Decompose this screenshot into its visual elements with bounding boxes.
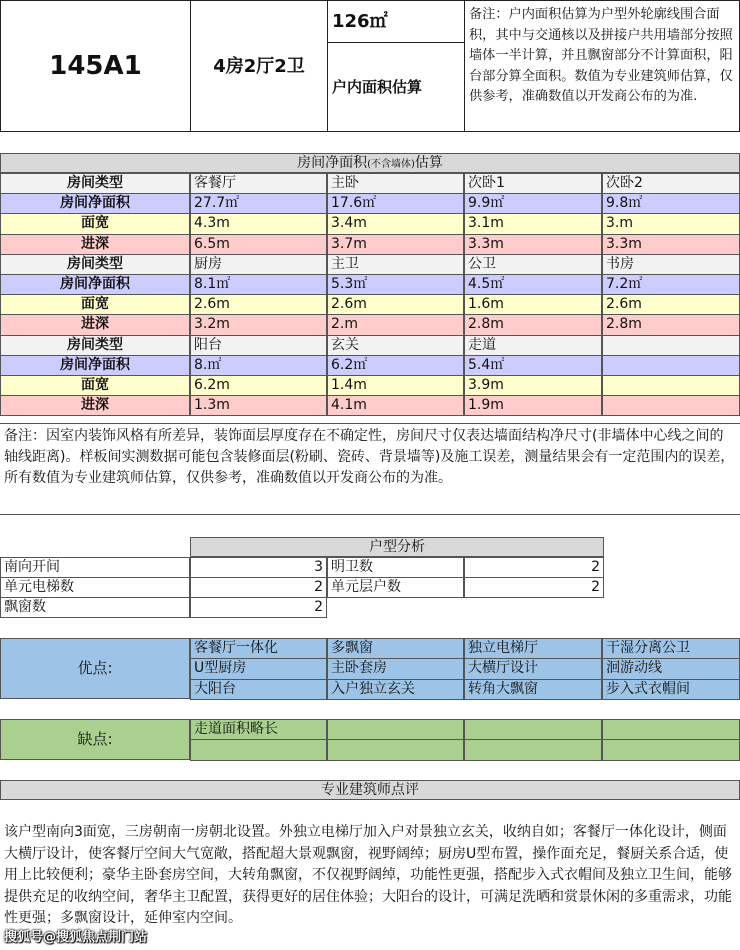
- room-type-cell: 走道: [464, 335, 602, 356]
- watermark: 搜狐号@搜狐焦点荆门站: [4, 930, 148, 945]
- unit-code: 145A1: [1, 1, 191, 132]
- pros-item: 转角大飘窗: [464, 679, 602, 700]
- room-type-cell: [602, 335, 740, 356]
- pros-item: 多飘窗: [327, 638, 464, 659]
- room-depth-cell: 3.2m: [190, 314, 327, 335]
- analysis-left-label: 飘窗数: [0, 597, 190, 618]
- room-width-cell: 3.m: [602, 213, 740, 234]
- room-type-cell: 玄关: [327, 335, 464, 356]
- room-table: [0, 153, 740, 419]
- room-area-cell: 5.4㎡: [464, 355, 602, 376]
- room-area-label: 房间净面积: [0, 274, 190, 295]
- room-type-cell: 客餐厅: [190, 173, 327, 194]
- review-title: 专业建筑师点评: [0, 780, 740, 800]
- pros-item: 主卧套房: [327, 658, 464, 679]
- room-type-label: 房间类型: [0, 254, 190, 275]
- pros-item: 大横厅设计: [464, 658, 602, 679]
- analysis-left-value: 3: [190, 557, 327, 578]
- cons-item: [464, 739, 602, 760]
- room-width-cell: 3.9m: [464, 375, 602, 396]
- room-type-cell: 主卧: [327, 173, 464, 194]
- room-area-cell: 9.9㎡: [464, 193, 602, 214]
- room-depth-cell: 2.m: [327, 314, 464, 335]
- pros-item: 客餐厅一体化: [190, 638, 327, 659]
- cons-item: [602, 719, 740, 740]
- room-area-cell: 27.7㎡: [190, 193, 327, 214]
- analysis-right-label: 单元层户数: [327, 577, 464, 598]
- room-depth-cell: 6.5m: [190, 234, 327, 255]
- room-depth-cell: 2.8m: [602, 314, 740, 335]
- room-table-title: [0, 153, 740, 173]
- room-area-cell: 4.5㎡: [464, 274, 602, 295]
- room-depth-cell: 3.3m: [464, 234, 602, 255]
- room-type-cell: 厨房: [190, 254, 327, 275]
- room-width-cell: [602, 375, 740, 396]
- room-width-label: 面宽: [0, 213, 190, 234]
- room-width-cell: 1.6m: [464, 294, 602, 315]
- room-note: 备注：因室内装饰风格有所差异，装饰面层厚度存在不确定性，房间尺寸仅表达墙面结构净尺寸(非墙体中心线之间的轴线距离)。样板间实测数据可能包含装修面层(粉刷、瓷砖、背景墙等)及施工误差，测量结果会有一定范围内的误差，所有数值为专业建筑师估算，仅供参考，准确数值以开发商公布的为准。: [0, 423, 740, 515]
- room-table-title-end: 估算: [414, 155, 443, 171]
- room-width-cell: 4.3m: [190, 213, 327, 234]
- room-width-label: 面宽: [0, 294, 190, 315]
- room-width-cell: 3.1m: [464, 213, 602, 234]
- room-type-cell: 书房: [602, 254, 740, 275]
- room-width-cell: 1.4m: [327, 375, 464, 396]
- cons-item: [602, 739, 740, 760]
- pros-table: [0, 638, 740, 699]
- review-block: [0, 780, 740, 950]
- room-area-cell: 8.1㎡: [190, 274, 327, 295]
- pros-item: 干湿分离公卫: [602, 638, 740, 659]
- pros-item: U型厨房: [190, 658, 327, 679]
- analysis-right-value: 2: [464, 557, 604, 578]
- analysis-left-label: 单元电梯数: [0, 577, 190, 598]
- room-depth-cell: 1.3m: [190, 395, 327, 416]
- header-block: [0, 0, 740, 132]
- room-area-cell: 9.8㎡: [602, 193, 740, 214]
- analysis-left-value: 2: [190, 597, 327, 618]
- room-area-cell: 5.3㎡: [327, 274, 464, 295]
- analysis-right-label: 明卫数: [327, 557, 464, 578]
- room-area-label: 房间净面积: [0, 355, 190, 376]
- room-width-cell: 6.2m: [190, 375, 327, 396]
- pros-item: 步入式衣帽间: [602, 679, 740, 700]
- room-area-cell: 6.2㎡: [327, 355, 464, 376]
- analysis-title: 户型分析: [190, 537, 604, 557]
- room-type-cell: 主卫: [327, 254, 464, 275]
- room-depth-cell: 3.3m: [602, 234, 740, 255]
- pros-item: 洄游动线: [602, 658, 740, 679]
- room-depth-label: 进深: [0, 395, 190, 416]
- room-type-cell: 阳台: [190, 335, 327, 356]
- room-width-cell: 2.6m: [190, 294, 327, 315]
- room-area-label: 房间净面积: [0, 193, 190, 214]
- unit-area-label: 户内面积估算: [328, 43, 465, 132]
- pros-label: 优点:: [0, 638, 190, 699]
- room-type-cell: 公卫: [464, 254, 602, 275]
- room-type-cell: 次卧2: [602, 173, 740, 194]
- room-depth-cell: 2.8m: [464, 314, 602, 335]
- unit-area: 126㎡: [328, 1, 465, 43]
- room-width-cell: 2.6m: [327, 294, 464, 315]
- cons-table: [0, 719, 740, 760]
- pros-item: 独立电梯厅: [464, 638, 602, 659]
- room-area-cell: 7.2㎡: [602, 274, 740, 295]
- cons-item: [464, 719, 602, 740]
- cons-item: [327, 719, 464, 740]
- cons-item: [190, 739, 327, 760]
- unit-layout: 4房2厅2卫: [191, 1, 328, 132]
- cons-item: [327, 739, 464, 760]
- room-area-cell: [602, 355, 740, 376]
- pros-item: 大阳台: [190, 679, 327, 700]
- room-width-label: 面宽: [0, 375, 190, 396]
- room-area-cell: 8.㎡: [190, 355, 327, 376]
- pros-item: 入户独立玄关: [327, 679, 464, 700]
- room-table-title-small: (不含墙体): [367, 159, 415, 170]
- room-width-cell: 2.6m: [602, 294, 740, 315]
- room-depth-cell: 4.1m: [327, 395, 464, 416]
- analysis-table: [0, 537, 604, 617]
- room-type-cell: 次卧1: [464, 173, 602, 194]
- analysis-left-value: 2: [190, 577, 327, 598]
- room-depth-label: 进深: [0, 234, 190, 255]
- room-depth-cell: 3.7m: [327, 234, 464, 255]
- room-area-cell: 17.6㎡: [327, 193, 464, 214]
- header-note: 备注：户内面积估算为户型外轮廓线围合面积，其中与交通核以及拼接户共用墙部分按照墙体一半计算，并且飘窗部分不计算面积，阳台部分算全面积。数值为专业建筑师估算，仅供参考，准确数值以开发商公布的为准.: [469, 7, 733, 104]
- cons-item: 走道面积略长: [190, 719, 327, 740]
- review-text: 该户型南向3面宽，三房朝南一房朝北设置。外独立电梯厅加入户对景独立玄关，收纳自如；客餐厅一体化设计，侧面大横厅设计，使客餐厅空间大气宽敞，搭配超大景观飘窗，视野阔绰；厨房U型布置，操作面充足，餐厨关系合适，使用上比较便利；豪华主卧套房空间，大转角飘窗，不仅视野阔绰，功能性更强，搭配步入式衣帽间及独立卫生间，能够提供充足的收纳空间，奢华主卫配置，获得更好的居住体验；大阳台的设计，可满足洗晒和赏景休闲的多重需求，功能性更强；多飘窗设计，延伸室内空间。: [4, 824, 732, 926]
- analysis-right-value: 2: [464, 577, 604, 598]
- room-depth-cell: 1.9m: [464, 395, 602, 416]
- room-width-cell: 3.4m: [327, 213, 464, 234]
- room-type-label: 房间类型: [0, 173, 190, 194]
- room-type-label: 房间类型: [0, 335, 190, 356]
- analysis-left-label: 南向开间: [0, 557, 190, 578]
- room-depth-cell: [602, 395, 740, 416]
- room-table-title-main: 房间净面积: [297, 155, 368, 171]
- room-depth-label: 进深: [0, 314, 190, 335]
- cons-label: 缺点:: [0, 719, 190, 760]
